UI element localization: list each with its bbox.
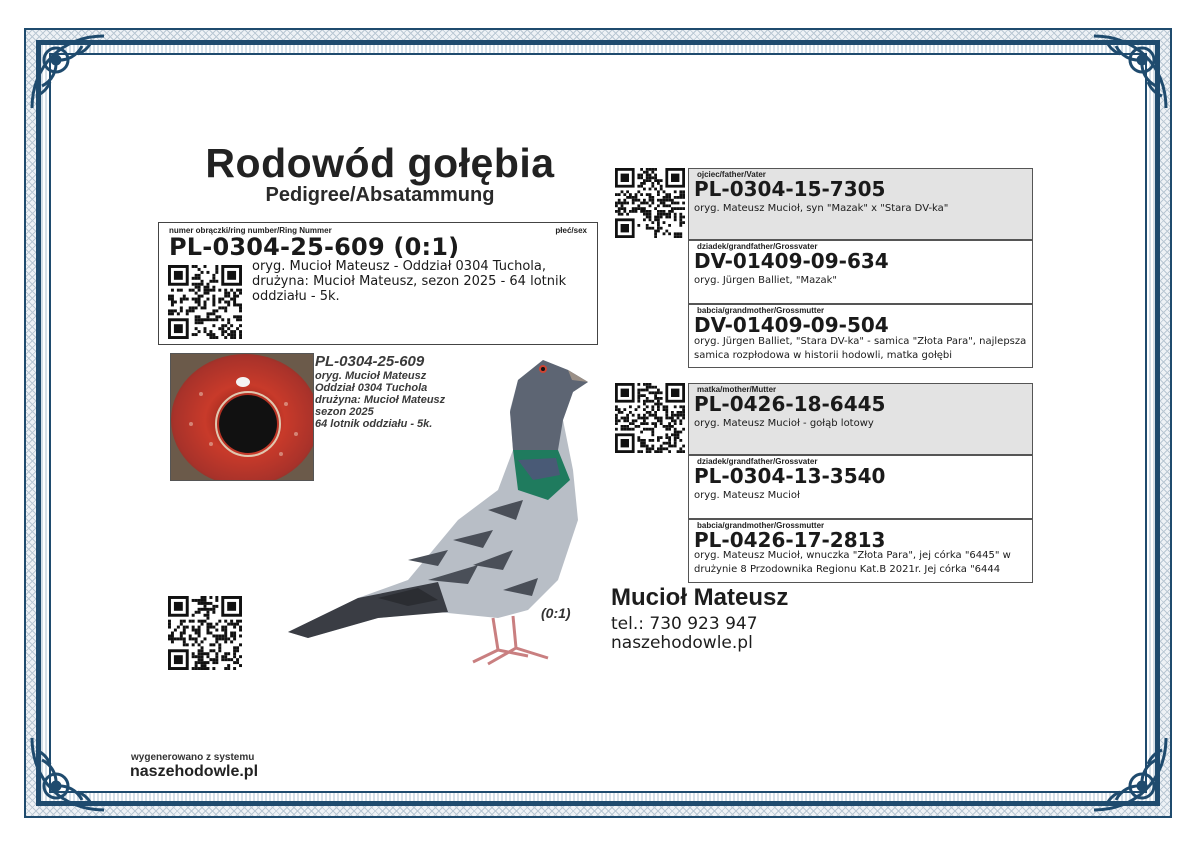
ring-number: PL-0304-25-609 (0:1): [169, 233, 460, 261]
ornament-corner-icon: [1084, 26, 1176, 118]
ancestor-mother-grandfather: [688, 455, 1033, 519]
owner-website[interactable]: naszehodowle.pl: [611, 633, 753, 653]
ancestor-label: matka/mother/Mutter: [697, 385, 777, 394]
ancestor-ring: PL-0304-13-3540: [694, 464, 886, 488]
ancestor-ring: DV-01409-09-504: [694, 313, 889, 337]
ancestor-label: babcia/grandmother/Grossmutter: [697, 521, 825, 530]
ancestor-father: [688, 168, 1033, 240]
ornament-corner-icon: [22, 26, 114, 118]
photo-caption-line: Oddział 0304 Tuchola: [315, 382, 428, 394]
ancestor-note: oryg. Mateusz Mucioł, wnuczka "Złota Para", jej córka "6445" w drużynie 8 Przodownika Regionu Kat.B 2021r. Jej córka "6444: [694, 550, 1011, 575]
pigeon-photo: [288, 350, 598, 672]
ring-number-label: numer obrączki/ring number/Ring Nummer: [169, 226, 332, 235]
ancestor-label: dziadek/grandfather/Grossvater: [697, 242, 818, 251]
qr-code-icon: [168, 596, 242, 670]
bird-description: oryg. Mucioł Mateusz - Oddział 0304 Tuchola, drużyna: Mucioł Mateusz, sezon 2025 - 64 lotnik oddziału - 5k.: [252, 259, 567, 304]
photo-caption-line: 64 lotnik oddziału - 5k.: [315, 418, 433, 430]
ancestor-note: oryg. Jürgen Balliet, "Stara DV-ka" - samica "Złota Para", najlepsza samica rozpłodowa w historii hodowli, matka gołębi: [694, 336, 1027, 361]
sex-caption: (0:1): [541, 605, 571, 621]
ancestor-father-grandmother: [688, 304, 1033, 368]
ancestor-label: ojciec/father/Vater: [697, 170, 766, 179]
photo-caption-line: sezon 2025: [315, 406, 374, 418]
ancestor-label: babcia/grandmother/Grossmutter: [697, 306, 825, 315]
qr-code-icon: [615, 383, 685, 453]
ancestor-ring: DV-01409-09-634: [694, 249, 889, 273]
ring-number-box: [158, 222, 598, 345]
ancestor-mother: [688, 383, 1033, 455]
page-title: Rodowód gołębia: [205, 140, 555, 186]
ancestor-note: oryg. Jürgen Balliet, "Mazak": [694, 275, 837, 286]
sex-label: płeć/sex: [555, 226, 587, 235]
ancestor-mother-grandmother: [688, 519, 1033, 583]
photo-caption-line: drużyna: Mucioł Mateusz: [315, 394, 446, 406]
ancestor-label: dziadek/grandfather/Grossvater: [697, 457, 818, 466]
ancestor-ring: PL-0304-15-7305: [694, 177, 886, 201]
generated-label: wygenerowano z systemu: [131, 752, 255, 763]
qr-code-icon: [168, 265, 242, 339]
owner-name: Mucioł Mateusz: [611, 584, 789, 611]
ancestor-ring: PL-0426-17-2813: [694, 528, 886, 552]
ancestor-note: oryg. Mateusz Mucioł: [694, 490, 800, 501]
ornament-corner-icon: [1084, 728, 1176, 820]
ancestor-ring: PL-0426-18-6445: [694, 392, 886, 416]
ancestor-father-grandfather: [688, 240, 1033, 304]
ancestor-note: oryg. Mateusz Mucioł, syn "Mazak" x "Stara DV-ka": [694, 203, 949, 214]
generator-site[interactable]: naszehodowle.pl: [130, 763, 259, 780]
ancestor-note: oryg. Mateusz Mucioł - gołąb lotowy: [694, 418, 874, 429]
qr-code-icon: [615, 168, 685, 238]
ornament-corner-icon: [22, 728, 114, 820]
photo-caption-line: oryg. Mucioł Mateusz: [315, 370, 427, 382]
photo-ring-number: PL-0304-25-609: [315, 353, 425, 370]
page-subtitle: Pedigree/Absatammung: [265, 184, 495, 206]
owner-phone: tel.: 730 923 947: [611, 614, 758, 634]
